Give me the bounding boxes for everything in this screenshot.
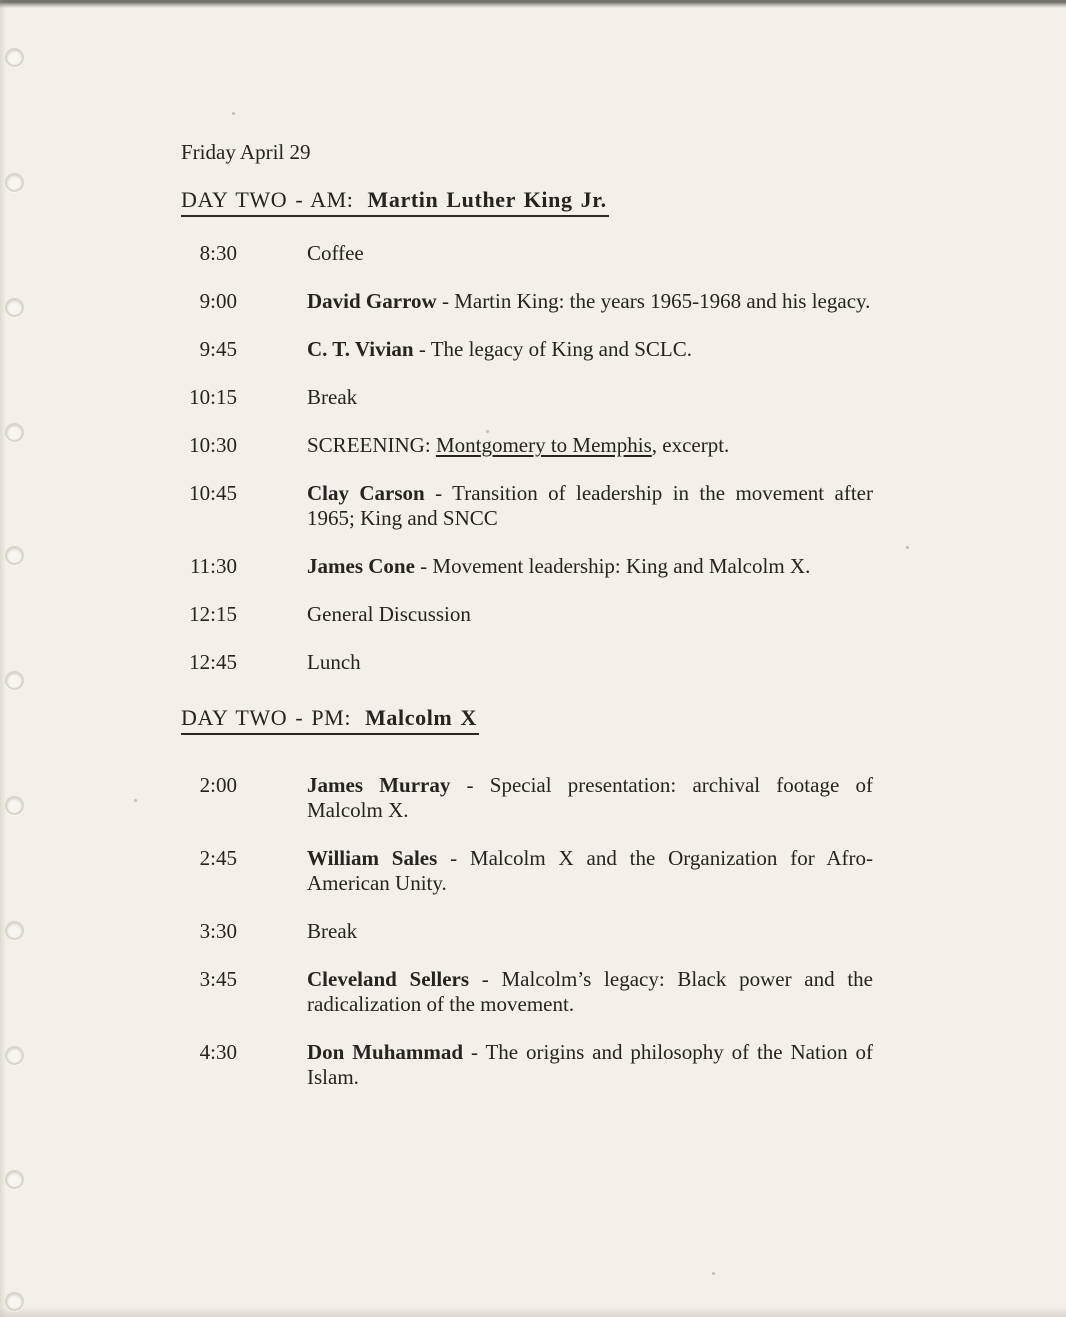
hole-punch (5, 423, 24, 442)
entry-text: Lunch (307, 650, 361, 674)
entry-description (307, 602, 873, 627)
schedule-entry (181, 433, 901, 458)
entry-description (307, 846, 873, 896)
speaker-name: David Garrow (307, 289, 437, 313)
entry-time: 12:45 (189, 650, 237, 674)
entry-text: - Malcolm’s legacy: Black power and the radicalization of the movement. (307, 967, 873, 1016)
speaker-name: James Murray (307, 773, 451, 797)
section-heading (181, 187, 609, 217)
entry-description (307, 337, 873, 362)
entry-text: General Discussion (307, 602, 471, 626)
document-content (181, 140, 901, 1113)
schedule-entry (181, 554, 901, 579)
hole-punch (5, 1046, 24, 1065)
speaker-name: C. T. Vivian (307, 337, 414, 361)
entry-description (307, 241, 873, 266)
schedule-sections (181, 187, 901, 1090)
entry-text: - Martin King: the years 1965-1968 and his legacy. (436, 289, 871, 313)
hole-punch (5, 921, 24, 940)
schedule-entry (181, 602, 901, 627)
speaker-name: Cleveland Sellers (307, 967, 470, 991)
hole-punch (5, 1170, 24, 1189)
schedule-entry (181, 481, 901, 531)
entry-time: 3:30 (199, 919, 237, 943)
entry-time: 8:30 (199, 241, 237, 265)
entry-time: 4:30 (199, 1040, 237, 1064)
entry-text: - The origins and philosophy of the Nation of Islam. (307, 1040, 873, 1089)
entry-description (307, 289, 873, 314)
entry-text: Break (307, 919, 358, 943)
entry-time: 10:45 (189, 481, 237, 505)
entry-text: - Transition of leadership in the movement after 1965; King and SNCC (307, 481, 873, 530)
scan-bottom-edge (0, 1305, 1066, 1317)
schedule-entry (181, 846, 901, 896)
section-heading-prefix: DAY TWO - AM: (181, 187, 354, 212)
schedule-entry (181, 1040, 901, 1090)
speaker-name: William Sales (307, 846, 438, 870)
scan-top-edge (0, 0, 1066, 8)
section-heading (181, 705, 479, 735)
schedule-section (181, 187, 901, 675)
schedule-entry (181, 773, 901, 823)
schedule-section (181, 705, 901, 1090)
entry-time: 3:45 (199, 967, 237, 991)
section-heading-row (181, 705, 901, 735)
entry-description (307, 773, 873, 823)
entry-time: 2:00 (199, 773, 237, 797)
section-heading-prefix: DAY TWO - PM: (181, 705, 352, 730)
entry-text: Coffee (307, 241, 364, 265)
entry-description (307, 650, 873, 675)
schedule-entry (181, 337, 901, 362)
schedule-entry (181, 385, 901, 410)
entry-time: 12:15 (189, 602, 237, 626)
entry-text: SCREENING: (307, 433, 436, 457)
speaker-name: Don Muhammad (307, 1040, 464, 1064)
entry-text: - The legacy of King and SCLC. (413, 337, 692, 361)
entry-text: - Malcolm X and the Organization for Afro-American Unity. (307, 846, 873, 895)
speaker-name: James Cone (307, 554, 415, 578)
hole-punch (5, 298, 24, 317)
scan-speck (906, 546, 909, 549)
entry-description (307, 481, 873, 531)
document-date: Friday April 29 (181, 140, 311, 164)
scan-speck (134, 799, 137, 802)
scan-speck (712, 1272, 715, 1275)
entry-description (307, 433, 873, 458)
hole-punch (5, 546, 24, 565)
speaker-name: Clay Carson (307, 481, 425, 505)
schedule-entry (181, 289, 901, 314)
schedule-entry (181, 650, 901, 675)
entry-text: - Movement leadership: King and Malcolm X. (414, 554, 811, 578)
entry-description (307, 1040, 873, 1090)
entry-time: 9:45 (199, 337, 237, 361)
entry-text: - Special presentation: archival footage of Malcolm X. (307, 773, 873, 822)
entry-text: , excerpt. (651, 433, 730, 457)
entry-time: 11:30 (189, 554, 237, 578)
hole-punch (5, 671, 24, 690)
entry-time: 2:45 (199, 846, 237, 870)
entry-description (307, 554, 873, 579)
hole-punch (5, 1292, 24, 1311)
schedule-entry (181, 919, 901, 944)
section-heading-title: Malcolm X (365, 705, 477, 730)
schedule-entry (181, 967, 901, 1017)
entry-time: 10:30 (189, 433, 237, 457)
section-heading-title: Martin Luther King Jr. (367, 187, 607, 212)
hole-punch (5, 173, 24, 192)
entry-description (307, 919, 873, 944)
hole-punch (5, 48, 24, 67)
section-heading-row (181, 187, 901, 217)
scan-left-edge (0, 0, 6, 1317)
scan-speck (232, 112, 235, 115)
film-title: Montgomery to Memphis (435, 433, 652, 457)
entry-description (307, 385, 873, 410)
hole-punch (5, 796, 24, 815)
entry-text: Break (307, 385, 358, 409)
schedule-entry (181, 241, 901, 266)
entry-description (307, 967, 873, 1017)
entry-time: 10:15 (189, 385, 237, 409)
entry-time: 9:00 (199, 289, 237, 313)
